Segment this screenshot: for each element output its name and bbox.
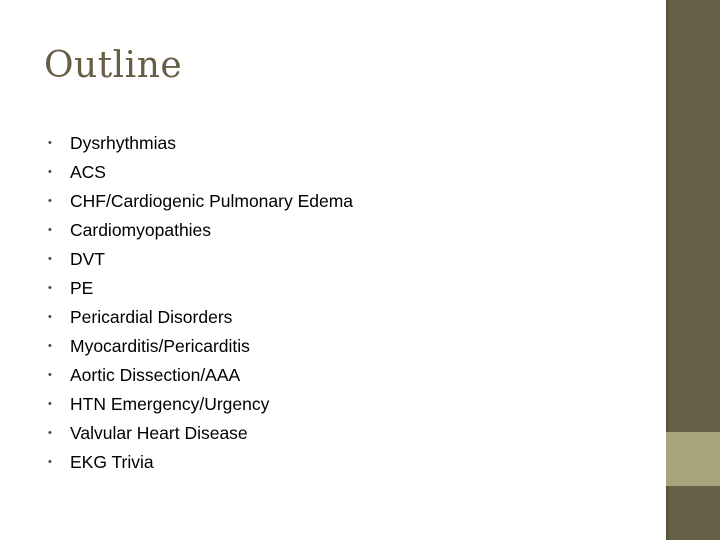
bullet-text: Aortic Dissection/AAA xyxy=(70,365,241,385)
bullet-icon: • xyxy=(48,166,52,178)
bullet-item xyxy=(48,245,353,274)
bullet-item xyxy=(48,448,353,477)
bullet-item xyxy=(48,129,353,158)
bullet-text: Pericardial Disorders xyxy=(70,307,233,327)
bullet-text: Myocarditis/Pericarditis xyxy=(70,336,250,356)
bullet-icon: • xyxy=(48,195,52,207)
bullet-icon: • xyxy=(48,253,52,265)
sidebar-accent-block xyxy=(666,432,720,486)
bullet-text: Valvular Heart Disease xyxy=(70,423,248,443)
bullet-icon: • xyxy=(48,456,52,468)
bullet-item xyxy=(48,361,353,390)
bullet-item xyxy=(48,303,353,332)
bullet-item xyxy=(48,187,353,216)
bullet-icon: • xyxy=(48,427,52,439)
bullet-text: Cardiomyopathies xyxy=(70,220,212,240)
bullet-item xyxy=(48,158,353,187)
bullet-icon: • xyxy=(48,137,52,149)
bullet-list xyxy=(48,129,353,477)
bullet-icon: • xyxy=(48,224,52,236)
bullet-icon: • xyxy=(48,398,52,410)
bullet-item xyxy=(48,332,353,361)
bullet-item xyxy=(48,216,353,245)
bullet-text: Dysrhythmias xyxy=(70,133,176,153)
bullet-icon: • xyxy=(48,282,52,294)
bullet-text: HTN Emergency/Urgency xyxy=(70,394,270,414)
bullet-text: ACS xyxy=(70,162,106,182)
bullet-item xyxy=(48,274,353,303)
bullet-text: CHF/Cardiogenic Pulmonary Edema xyxy=(70,191,354,211)
bullet-icon: • xyxy=(48,369,52,381)
slide-title: Outline xyxy=(44,45,183,86)
bullet-icon: • xyxy=(48,311,52,323)
bullet-text: DVT xyxy=(70,249,105,269)
bullet-text: EKG Trivia xyxy=(70,452,154,472)
bullet-icon: • xyxy=(48,340,52,352)
bullet-item xyxy=(48,390,353,419)
bullet-item xyxy=(48,419,353,448)
bullet-text: PE xyxy=(70,278,94,298)
